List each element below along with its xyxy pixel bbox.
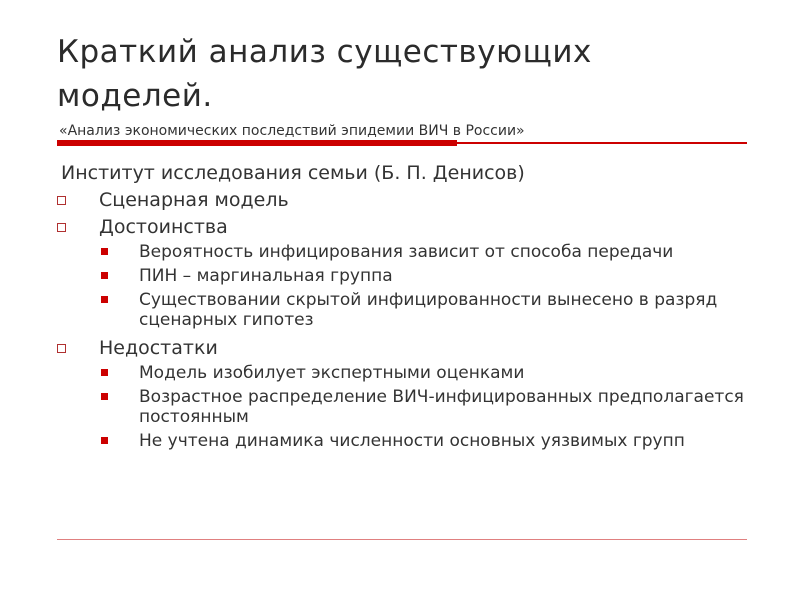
red-square-bullet-icon — [101, 437, 108, 444]
red-square-bullet-icon — [101, 272, 108, 279]
title-underline-thick — [57, 140, 457, 146]
hollow-square-bullet-icon — [57, 196, 66, 205]
bullet-label: Сценарная модель — [99, 189, 289, 211]
footer-rule — [57, 539, 747, 540]
red-square-bullet-icon — [101, 296, 108, 303]
title-underline-thin — [457, 142, 747, 144]
sub-bullet-text: Вероятность инфицирования зависит от способа передачи — [139, 242, 674, 262]
sub-bullet-text: Модель изобилует экспертными оценками — [139, 363, 525, 383]
sub-bullet-item — [57, 387, 747, 427]
red-square-bullet-icon — [101, 393, 108, 400]
bullet-item-disadvantages — [57, 336, 747, 361]
bullet-item-advantages — [57, 215, 747, 240]
bullet-label: Достоинства — [99, 216, 228, 238]
advantages-sublist — [57, 242, 747, 330]
sub-bullet-item — [57, 290, 747, 330]
sub-bullet-item — [57, 363, 747, 383]
sub-bullet-text: Возрастное распределение ВИЧ-инфицированных предполагается постоянным — [139, 387, 744, 427]
hollow-square-bullet-icon — [57, 223, 66, 232]
sub-bullet-item — [57, 266, 747, 286]
sub-bullet-text: Не учтена динамика численности основных уязвимых групп — [139, 431, 685, 451]
red-square-bullet-icon — [101, 248, 108, 255]
slide-body — [57, 160, 747, 457]
hollow-square-bullet-icon — [57, 344, 66, 353]
sub-bullet-text: ПИН – маргинальная группа — [139, 266, 393, 286]
sub-bullet-text: Существовании скрытой инфицированности вынесено в разряд сценарных гипотез — [139, 290, 718, 330]
bullet-label: Недостатки — [99, 337, 218, 359]
slide-title: Краткий анализ существующих моделей. — [57, 34, 592, 114]
bullet-item-scenario-model — [57, 188, 747, 213]
disadvantages-sublist — [57, 363, 747, 451]
red-square-bullet-icon — [101, 369, 108, 376]
lead-line: Институт исследования семьи (Б. П. Денисов) — [61, 162, 525, 184]
slide-subtitle: «Анализ экономических последствий эпидемии ВИЧ в России» — [59, 123, 525, 139]
sub-bullet-item — [57, 242, 747, 262]
sub-bullet-item — [57, 431, 747, 451]
